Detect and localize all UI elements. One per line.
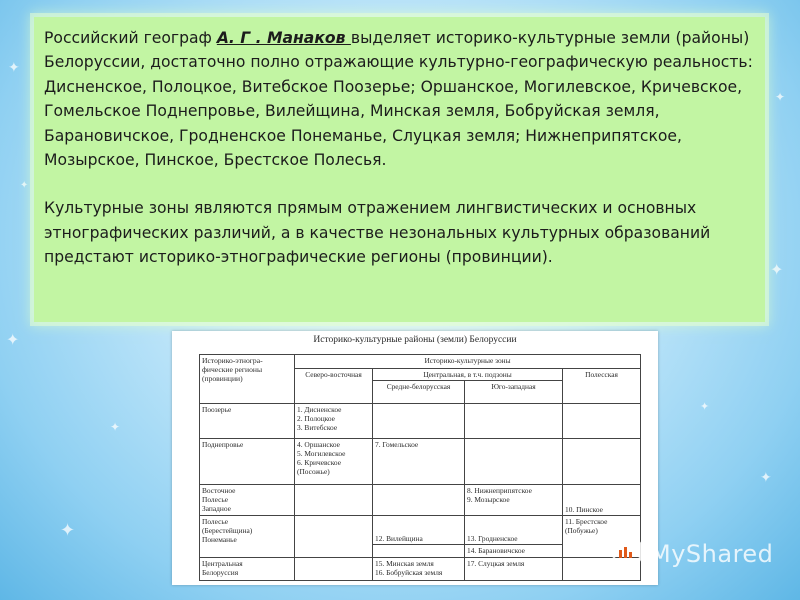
cell-empty	[295, 516, 373, 558]
cell-southwest: 14. Барановичское	[465, 545, 563, 558]
cell-empty	[373, 545, 465, 558]
cell-empty	[373, 404, 465, 439]
cell-polesie: 11. Брестское (Побужье)	[563, 516, 641, 558]
paragraph-intro-text: Российский географ	[44, 29, 217, 47]
table-row	[200, 516, 641, 545]
cell-central-belarus: 15. Минская земля 16. Бобруйская земля	[373, 557, 465, 580]
sparkle-decoration: ✦	[60, 520, 76, 541]
table-row	[200, 557, 641, 580]
author-name: А. Г . Манаков	[216, 29, 351, 47]
cell-empty	[465, 438, 563, 484]
header-northeast: Северо-восточная	[295, 368, 373, 404]
table-row	[200, 484, 641, 515]
sparkle-decoration: ✦	[760, 470, 772, 486]
cell-central-belarus: 12. Вилейщина	[373, 516, 465, 545]
cell-region: Поозерье	[200, 404, 295, 439]
header-central-belarus: Средне-белорусская	[373, 381, 465, 404]
sparkle-decoration: ✦	[8, 60, 20, 76]
cell-empty	[465, 404, 563, 439]
cell-region: Восточное Полесье Западное	[200, 484, 295, 515]
header-zones: Историко-культурные зоны	[295, 355, 641, 369]
cell-northeast: 1. Дисненское 2. Полоцкое 3. Витебское	[295, 404, 373, 439]
paragraph-regions-text: выделяет историко-культурные земли (районы) Белоруссии, достаточно полно отражающие культурно-географическую реальность: Дисненское, Полоцкое, Витебское Поозерье; Оршанское, Могилевское, Кричевское, Гомельское Поднепровье, Вилейщина, Минская земля, Бобруйская земля, Барановичское, Гродненское Понеманье, Слуцкая земля; Нижнеприпятское, Мозырское, Пинское, Брестское Полесья.	[44, 29, 753, 170]
header-central: Центральная, в т.ч. подзоны	[373, 368, 563, 381]
table-row	[200, 438, 641, 484]
cell-northeast: 4. Оршанское 5. Могилевское 6. Кричевское (Посожье)	[295, 438, 373, 484]
header-polesie: Полесская	[563, 368, 641, 404]
cell-region: Центральная Белоруссия	[200, 557, 295, 580]
cell-southwest: 13. Гродненское	[465, 516, 563, 545]
sparkle-decoration: ✦	[6, 330, 20, 349]
paragraph-cultural-zones: Культурные зоны являются прямым отражением лингвистических и основных этнографических различий, а в качестве незональных культурных образований предстают историко-этнографические регионы (провинции).	[44, 199, 711, 267]
sparkle-decoration: ✦	[20, 180, 29, 191]
table-row	[200, 404, 641, 439]
header-southwest: Юго-западная	[465, 381, 563, 404]
cell-empty	[295, 484, 373, 515]
text-panel	[34, 17, 765, 322]
regions-table	[199, 354, 641, 581]
table-caption: Историко-культурные районы (земли) Белоруссии	[313, 335, 517, 345]
cell-central-belarus: 7. Гомельское	[373, 438, 465, 484]
presentation-board-icon	[612, 538, 644, 570]
cell-southwest: 8. Нижнеприпятское 9. Мозырское	[465, 484, 563, 515]
paragraph-regions	[44, 26, 755, 172]
header-regions: Историко-этногра-фические регионы (провинции)	[200, 355, 295, 404]
sparkle-decoration: ✦	[110, 420, 121, 434]
cell-region: Поднепровье	[200, 438, 295, 484]
cell-empty	[563, 404, 641, 439]
cell-empty	[295, 557, 373, 580]
cell-empty	[373, 484, 465, 515]
sparkle-decoration: ✦	[775, 90, 786, 104]
sparkle-decoration: ✦	[770, 260, 784, 279]
cell-polesie: 10. Пинское	[563, 484, 641, 515]
cell-southwest: 17. Слуцкая земля	[465, 557, 563, 580]
regions-table-image	[172, 331, 658, 585]
cell-empty	[563, 438, 641, 484]
cell-region: Полесье (Берестейщина) Понеманье	[200, 516, 295, 558]
watermark-text: MyShared	[650, 540, 774, 568]
sparkle-decoration: ✦	[700, 400, 710, 413]
myshared-watermark	[612, 536, 773, 572]
